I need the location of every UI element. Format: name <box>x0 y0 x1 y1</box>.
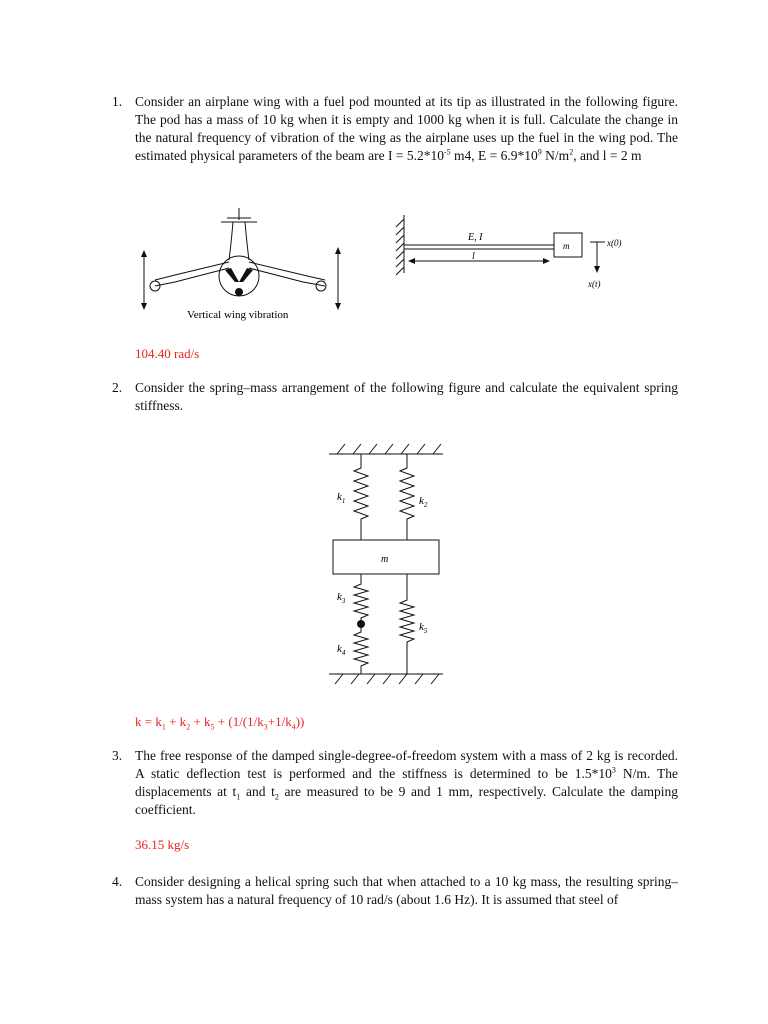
question-text: Consider an airplane wing with a fuel pod mounted at its tip as illustrated in the following figure. The pod has a mass of 10 kg when it is empty and 1000 kg when it is full. Calculate the change in the natural frequency of vibration of the wing as the airplane uses up the fuel in the wing pod. The estimated physical parameters of the beam are $I = 5.2*10^{-5}$ m4, $E = 6.9*10^9$ $N/m^2$, and l = 2 m <box>135 94 678 163</box>
spring-mass-figure <box>325 440 450 690</box>
series-node <box>357 620 365 628</box>
question-number: 2. <box>112 380 123 395</box>
mass-label: m <box>381 554 389 565</box>
question-text: The free response of the damped single-degree-of-freedom system with a mass of 2 kg is recorded. A static deflection test is performed and the stiffness is determined to be $1.5*10^3$ N/m. The displacements at $t_1$ and $t_2$ are measured to be 9 and 1 mm, respectively. Calculate the damping coefficient. <box>135 748 678 817</box>
spring-k1 <box>354 454 368 540</box>
fuselage <box>229 222 249 260</box>
k4-label: $k_4$ <box>337 643 346 657</box>
xt-label: x(t) <box>588 279 601 289</box>
answer-2: $k = k_1 + k_2 + k_5 + (1/(1/k_3+1/k_4))$ <box>135 714 305 732</box>
nose-gear <box>235 288 243 296</box>
left-wing <box>155 262 229 286</box>
k2-label: $k_2$ <box>419 495 428 509</box>
beam-label: E, I <box>468 232 483 243</box>
question-text: Consider designing a helical spring such that when attached to a 10 kg mass, the resulting spring–mass system has a natural frequency of 10 rad/s (about 1.6 Hz). It is assumed that steel of <box>135 874 678 907</box>
mass-label: m <box>563 241 570 251</box>
airplane-figure <box>135 200 365 330</box>
spring-k2 <box>400 454 414 540</box>
question-text: Consider the spring–mass arrangement of the following figure and calculate the equivalent spring stiffness. <box>135 380 678 413</box>
k5-label: $k_5$ <box>419 621 428 635</box>
question-number: 4. <box>112 874 123 889</box>
right-wing <box>249 262 325 286</box>
figure-caption: Vertical wing vibration <box>187 309 289 321</box>
length-label: l <box>472 251 475 262</box>
x0-label: x(0) <box>607 238 622 248</box>
wall-hatch <box>396 219 404 275</box>
answer-3: 36.15 kg/s <box>135 837 190 852</box>
spring-k5 <box>400 574 414 674</box>
k1-label: $k_1$ <box>337 491 346 505</box>
engine-intakes <box>225 268 253 282</box>
question-number: 1. <box>112 94 123 109</box>
k3-label: $k_3$ <box>337 591 346 605</box>
question-number: 3. <box>112 748 123 763</box>
answer-1: 104.40 rad/s <box>135 346 200 361</box>
cantilever-figure <box>390 215 650 295</box>
spring-k3 <box>354 574 368 624</box>
spring-k4 <box>354 624 368 674</box>
tail-fin <box>221 208 257 222</box>
